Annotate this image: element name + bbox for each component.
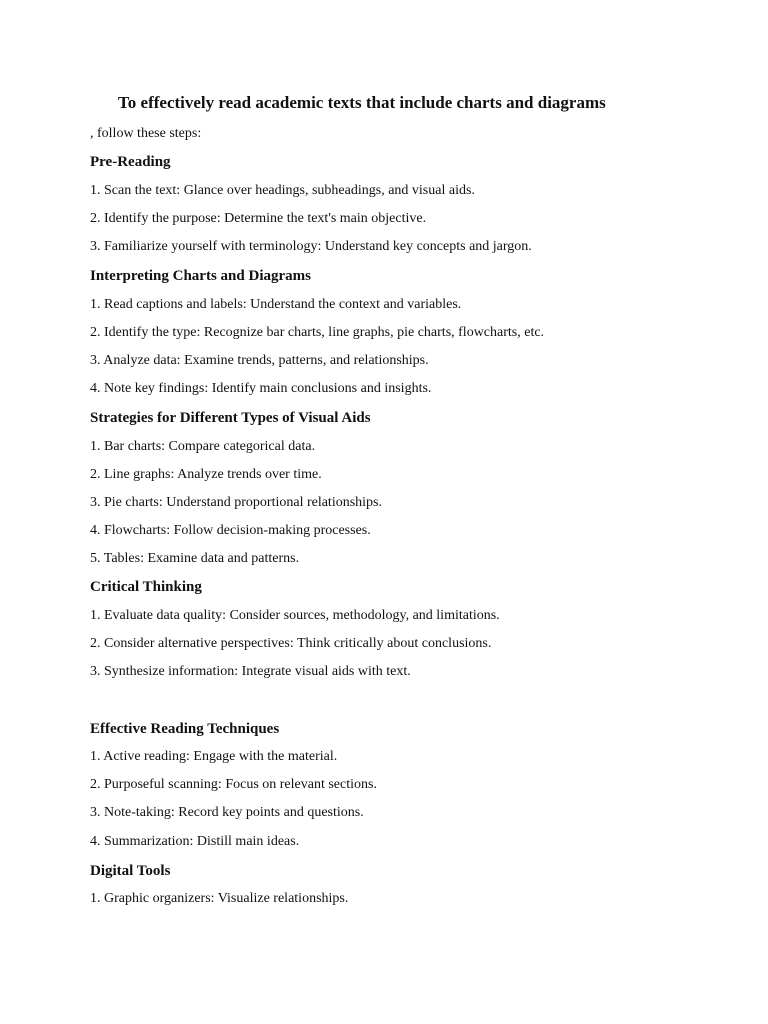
list-item: 2. Identify the purpose: Determine the text's main objective. bbox=[90, 211, 427, 226]
intro-text: , follow these steps: bbox=[90, 126, 202, 141]
list-item: 3. Synthesize information: Integrate visual aids with text. bbox=[90, 664, 411, 679]
section-heading-effective-reading: Effective Reading Techniques bbox=[90, 721, 280, 737]
page-title: To effectively read academic texts that include charts and diagrams bbox=[118, 93, 606, 112]
list-item: 2. Line graphs: Analyze trends over time. bbox=[90, 467, 322, 482]
list-item: 4. Summarization: Distill main ideas. bbox=[90, 834, 300, 849]
section-heading-pre-reading: Pre-Reading bbox=[90, 154, 171, 170]
section-heading-interpreting-charts: Interpreting Charts and Diagrams bbox=[90, 268, 311, 284]
list-item: 2. Identify the type: Recognize bar charts, line graphs, pie charts, flowcharts, etc. bbox=[90, 325, 545, 340]
list-item: 4. Flowcharts: Follow decision-making processes. bbox=[90, 523, 371, 538]
list-item: 3. Note-taking: Record key points and questions. bbox=[90, 805, 364, 820]
list-item: 3. Analyze data: Examine trends, patterns, and relationships. bbox=[90, 353, 429, 368]
list-item: 5. Tables: Examine data and patterns. bbox=[90, 551, 300, 566]
list-item: 1. Active reading: Engage with the material. bbox=[90, 749, 338, 764]
list-item: 1. Evaluate data quality: Consider sources, methodology, and limitations. bbox=[90, 608, 500, 623]
section-heading-digital-tools: Digital Tools bbox=[90, 863, 171, 879]
list-item: 1. Read captions and labels: Understand the context and variables. bbox=[90, 297, 462, 312]
section-heading-strategies: Strategies for Different Types of Visual Aids bbox=[90, 410, 371, 426]
list-item: 3. Familiarize yourself with terminology: Understand key concepts and jargon. bbox=[90, 239, 532, 254]
list-item: 1. Bar charts: Compare categorical data. bbox=[90, 439, 316, 454]
list-item: 4. Note key findings: Identify main conclusions and insights. bbox=[90, 381, 432, 396]
list-item: 2. Consider alternative perspectives: Think critically about conclusions. bbox=[90, 636, 492, 651]
list-item: 1. Graphic organizers: Visualize relationships. bbox=[90, 891, 349, 906]
list-item: 3. Pie charts: Understand proportional relationships. bbox=[90, 495, 382, 510]
list-item: 2. Purposeful scanning: Focus on relevant sections. bbox=[90, 777, 377, 792]
section-heading-critical-thinking: Critical Thinking bbox=[90, 579, 202, 595]
list-item: 1. Scan the text: Glance over headings, subheadings, and visual aids. bbox=[90, 183, 475, 198]
